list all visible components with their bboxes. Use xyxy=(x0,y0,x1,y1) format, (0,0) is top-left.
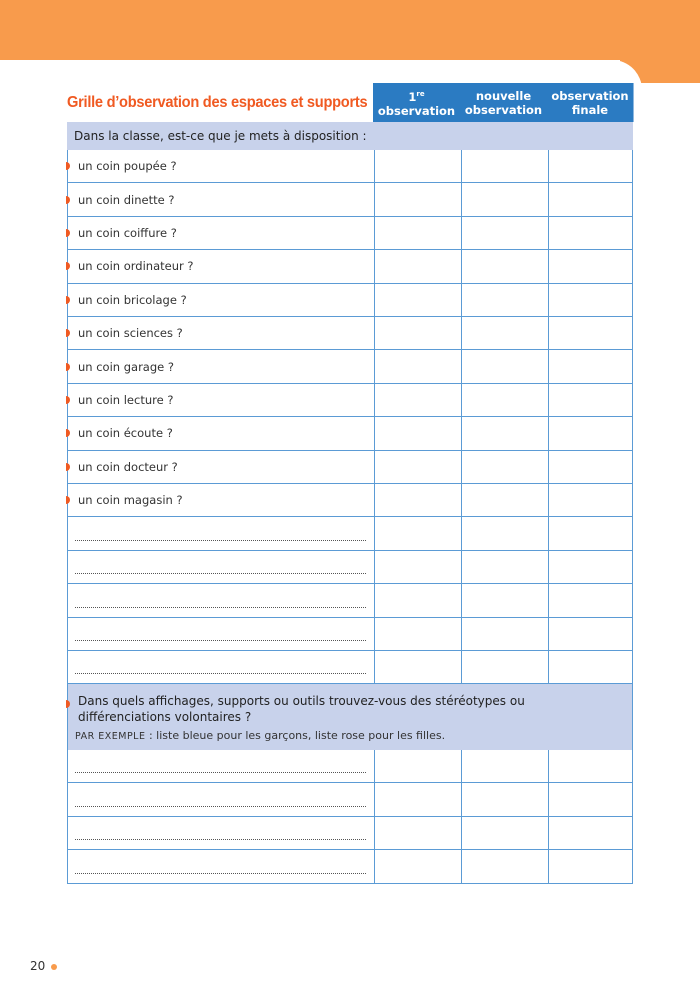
observation-cell[interactable] xyxy=(548,150,635,182)
observation-cell[interactable] xyxy=(374,183,462,215)
observation-cell[interactable] xyxy=(461,250,549,282)
column-header-new: nouvelle observation xyxy=(460,83,548,122)
bullet-icon xyxy=(66,700,70,708)
observation-cell[interactable] xyxy=(374,284,462,316)
observation-cell[interactable] xyxy=(374,783,462,815)
observation-cell[interactable] xyxy=(548,584,635,616)
item-label: un coin poupée ? xyxy=(78,159,177,174)
dotted-line[interactable] xyxy=(75,573,366,574)
observation-cell[interactable] xyxy=(461,850,549,882)
section-header xyxy=(67,122,633,150)
observation-cell[interactable] xyxy=(374,384,462,416)
page-dot-icon xyxy=(51,964,57,970)
bullet-icon xyxy=(66,196,70,204)
item-label: un coin magasin ? xyxy=(78,493,183,508)
dotted-line[interactable] xyxy=(75,772,366,773)
observation-cell[interactable] xyxy=(461,750,549,782)
observation-cell[interactable] xyxy=(374,484,462,516)
observation-cell[interactable] xyxy=(461,417,549,449)
bullet-icon xyxy=(66,396,70,404)
observation-cell[interactable] xyxy=(461,484,549,516)
observation-cell[interactable] xyxy=(374,618,462,650)
observation-cell[interactable] xyxy=(548,551,635,583)
observation-cell[interactable] xyxy=(548,384,635,416)
observation-cell[interactable] xyxy=(374,350,462,382)
observation-cell[interactable] xyxy=(461,150,549,182)
table-row xyxy=(67,850,633,883)
observation-cell[interactable] xyxy=(461,284,549,316)
observation-cell[interactable] xyxy=(548,651,635,683)
table-row xyxy=(67,551,633,584)
observation-cell[interactable] xyxy=(461,651,549,683)
table-row xyxy=(67,584,633,617)
observation-cell[interactable] xyxy=(548,350,635,382)
dotted-line[interactable] xyxy=(75,873,366,874)
table-row xyxy=(67,150,633,183)
example-text xyxy=(75,729,445,742)
observation-cell[interactable] xyxy=(548,484,635,516)
observation-cell[interactable] xyxy=(461,183,549,215)
column-header-final: observation finale xyxy=(547,83,634,122)
table-row xyxy=(67,618,633,651)
table-row xyxy=(67,384,633,417)
observation-cell[interactable] xyxy=(374,317,462,349)
item-label: un coin sciences ? xyxy=(78,326,183,341)
observation-cell[interactable] xyxy=(374,850,462,882)
table-row xyxy=(67,250,633,283)
dotted-line[interactable] xyxy=(75,607,366,608)
item-label: un coin docteur ? xyxy=(78,459,178,474)
observation-cell[interactable] xyxy=(374,150,462,182)
dotted-line[interactable] xyxy=(75,540,366,541)
table-row xyxy=(67,517,633,550)
observation-cell[interactable] xyxy=(461,817,549,849)
bullet-icon xyxy=(66,229,70,237)
item-label: un coin bricolage ? xyxy=(78,292,187,307)
table-row xyxy=(67,817,633,850)
column-header-first: 1re observation xyxy=(373,83,461,122)
item-label: un coin coiffure ? xyxy=(78,225,177,240)
observation-cell[interactable] xyxy=(548,850,635,882)
page-title: Grille d’observation des espaces et supports xyxy=(67,94,368,111)
table-row xyxy=(67,783,633,816)
section-question xyxy=(67,684,633,750)
table-row xyxy=(67,317,633,350)
observation-cell[interactable] xyxy=(374,551,462,583)
bullet-icon xyxy=(66,262,70,270)
observation-cell[interactable] xyxy=(374,417,462,449)
bullet-icon xyxy=(66,496,70,504)
observation-cell[interactable] xyxy=(548,618,635,650)
dotted-line[interactable] xyxy=(75,839,366,840)
observation-cell[interactable] xyxy=(374,451,462,483)
observation-cell[interactable] xyxy=(461,451,549,483)
bullet-icon xyxy=(66,162,70,170)
table-row xyxy=(67,284,633,317)
observation-cell[interactable] xyxy=(374,750,462,782)
observation-cell[interactable] xyxy=(374,250,462,282)
bullet-icon xyxy=(66,463,70,471)
example-body: : liste bleue pour les garçons, liste rose pour les filles. xyxy=(145,729,446,742)
bullet-icon xyxy=(66,429,70,437)
dotted-line[interactable] xyxy=(75,640,366,641)
observation-cell[interactable] xyxy=(461,350,549,382)
observation-cell[interactable] xyxy=(548,217,635,249)
bullet-icon xyxy=(66,363,70,371)
page-number: 20 xyxy=(30,959,46,973)
observation-cell[interactable] xyxy=(548,417,635,449)
example-label: PAR EXEMPLE xyxy=(75,731,146,742)
observation-cell[interactable] xyxy=(461,517,549,549)
observation-cell[interactable] xyxy=(374,817,462,849)
table-row xyxy=(67,651,633,684)
table-row xyxy=(67,350,633,383)
observation-cell[interactable] xyxy=(548,451,635,483)
observation-cell[interactable] xyxy=(548,250,635,282)
observation-cell[interactable] xyxy=(374,217,462,249)
table-row xyxy=(67,217,633,250)
observation-cell[interactable] xyxy=(548,783,635,815)
observation-cell[interactable] xyxy=(461,317,549,349)
observation-cell[interactable] xyxy=(461,384,549,416)
item-label: un coin lecture ? xyxy=(78,392,174,407)
section-label: Dans la classe, est-ce que je mets à disposition : xyxy=(74,129,367,143)
observation-cell[interactable] xyxy=(461,217,549,249)
question-text: Dans quels affichages, supports ou outils trouvez-vous des stéréotypes ou différenciations volontaires ? xyxy=(78,694,525,724)
observation-cell[interactable] xyxy=(548,284,635,316)
dotted-line[interactable] xyxy=(75,673,366,674)
observation-cell[interactable] xyxy=(374,651,462,683)
observation-cell[interactable] xyxy=(461,551,549,583)
observation-cell[interactable] xyxy=(374,584,462,616)
table-row xyxy=(67,750,633,783)
table-row xyxy=(67,417,633,450)
bullet-icon xyxy=(66,329,70,337)
observation-cell[interactable] xyxy=(548,183,635,215)
item-label: un coin garage ? xyxy=(78,359,174,374)
item-label: un coin écoute ? xyxy=(78,426,173,441)
observation-cell[interactable] xyxy=(548,517,635,549)
observation-cell[interactable] xyxy=(461,618,549,650)
table-row xyxy=(67,451,633,484)
observation-cell[interactable] xyxy=(374,517,462,549)
observation-cell[interactable] xyxy=(548,750,635,782)
bullet-icon xyxy=(66,296,70,304)
observation-cell[interactable] xyxy=(461,584,549,616)
header-band xyxy=(0,0,700,60)
table-row xyxy=(67,484,633,517)
item-label: un coin dinette ? xyxy=(78,192,175,207)
observation-cell[interactable] xyxy=(548,817,635,849)
observation-cell[interactable] xyxy=(461,783,549,815)
table-row xyxy=(67,183,633,216)
dotted-line[interactable] xyxy=(75,806,366,807)
observation-cell[interactable] xyxy=(548,317,635,349)
item-label: un coin ordinateur ? xyxy=(78,259,194,274)
